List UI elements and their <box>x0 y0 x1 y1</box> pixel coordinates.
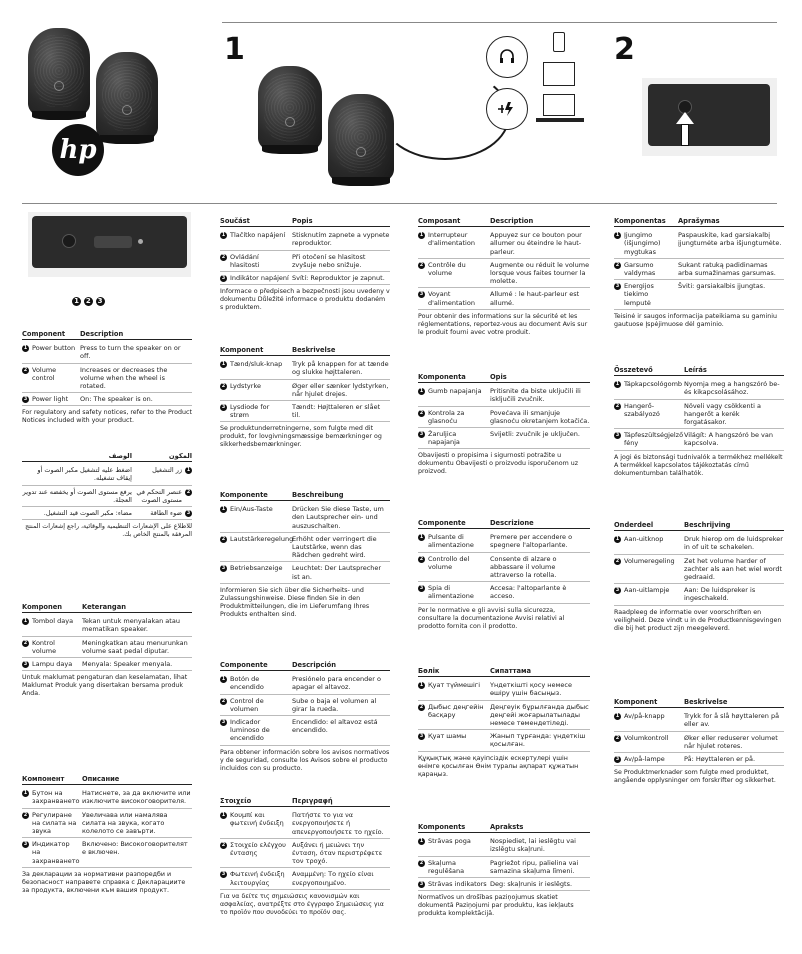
table-row: 3 Indikátor napájení Svítí: Reproduktor je zapnut. <box>220 272 390 285</box>
section-en <box>22 330 192 425</box>
table-row: 1 Tápkapcsológomb Nyomja meg a hangszóró be- és kikapcsolásához. <box>614 378 784 399</box>
header-component: Komponents <box>418 823 466 831</box>
table-row: 1 Қуат түймешігі Үндеткішті қосу немесе өшіру үшін басыңыз. <box>418 679 590 700</box>
step2-speaker-back-photo <box>642 78 777 156</box>
laptop-base-icon <box>536 118 584 122</box>
section-da <box>220 346 390 449</box>
mid-rule <box>22 203 777 204</box>
section-note: Per le normative e gli avvisi sulla sicurezza, consultare la documentazione Avvisi relativi al prodotto fornita con il prodotto. <box>418 606 565 630</box>
header-component: Бөлік <box>418 667 440 675</box>
table-row: 2 Hangerő-szabályozó Növeli vagy csökkenti a hangerőt a kerék forgatásakor. <box>614 400 784 430</box>
table-row: 3 Қуат шамы Жанып тұрғанда: үндеткіш қосылған. <box>418 730 590 751</box>
header-component: Composant <box>418 217 461 225</box>
table-row: 2 Garsumo valdymas Sukant ratuką padidinamas arba sumažinamas garsumas. <box>614 259 784 280</box>
table-row: 3 Φωτεινή ένδειξη λειτουργίας Αναμμένη: Το ηχείο είναι ενεργοποιημένο. <box>220 868 390 889</box>
section-nl <box>614 521 784 633</box>
section-note: Para obtener información sobre los avisos normativos y de seguridad, consulte los Avisos sobre el producto incluidos con su producto. <box>220 748 390 772</box>
table-row: 1 Tlačítko napájení Stisknutím zapnete a vypnete reproduktor. <box>220 229 390 250</box>
section-id <box>22 603 192 698</box>
hp-logo-text: hp <box>59 135 97 165</box>
callout-2: 2 <box>84 297 93 306</box>
section-kk <box>418 667 590 779</box>
header-component: Összetevő <box>614 366 653 374</box>
table-row: 2 Дыбыс деңгейін басқару Деңгеуік бұрылғанда дыбыс деңгейі жоғарылатылады немесе төмендетіледі. <box>418 701 590 731</box>
speaker-right-illustration <box>96 52 158 144</box>
table-row: 1 Gumb napajanja Pritisnite da biste uključili ili isključili zvučnik. <box>418 385 590 406</box>
section-note: За декларации за нормативни разпоредби и безопасност направете справка с Декларациите за продукта, включени към вашия продукт. <box>22 870 186 894</box>
top-rule <box>222 22 777 23</box>
header-description: Description <box>490 217 534 225</box>
table-row: 3 Voyant d'alimentation Allumé : le haut-parleur est allumé. <box>418 288 590 309</box>
press-arrow-shaft <box>681 124 689 146</box>
header-description: Descrizione <box>490 519 534 527</box>
header-description: Описание <box>82 775 120 783</box>
header-component: Součást <box>220 217 250 225</box>
table-row: 3 ضوء الطاقة مضاء: مكبر الصوت قيد التشغيل. <box>22 507 192 520</box>
press-arrow-icon <box>676 112 694 124</box>
section-note: Normatīvos un drošības paziņojumus skatiet dokumentā Paziņojumi par produktu, kas iekļauts produkta komplektācijā. <box>418 894 574 918</box>
header-description: Beskrivelse <box>684 698 728 706</box>
header-description: Opis <box>490 373 507 381</box>
section-note: Raadpleeg de informatie over voorschriften en veiligheid. Deze vindt u in de Productkennisgevingen die bij het product zijn meegeleverd. <box>614 608 782 632</box>
header-component: Component <box>22 330 66 338</box>
header-description: Περιγραφή <box>292 797 333 805</box>
table-row: 1 Tombol daya Tekan untuk menyalakan atau mematikan speaker. <box>22 615 192 636</box>
section-cs <box>220 217 390 312</box>
speaker-left-illustration <box>28 28 90 120</box>
header-component: Komponent <box>614 698 658 706</box>
section-note: Obavijesti o propisima i sigurnosti potražite u dokumentu Obavijesti o proizvodu isporučenom uz proizvod. <box>418 452 579 476</box>
desktop-icon <box>543 62 575 86</box>
phone-icon <box>553 32 565 52</box>
section-de <box>220 491 390 619</box>
section-fr <box>418 217 590 337</box>
header-description: الوصف <box>108 452 132 460</box>
section-note: A jogi és biztonsági tudnivalók a termékhez mellékelt A termékkel kapcsolatos tájékoztatás című dokumentumban találhatók. <box>614 453 783 477</box>
table-row: 1 Κουμπί και φωτεινή ένδειξη Πατήστε το για να ενεργοποιήσετε ή απενεργοποιήσετε το ηχείο. <box>220 809 390 839</box>
header-description: Popis <box>292 217 313 225</box>
header-component: Onderdeel <box>614 521 654 529</box>
table-row: 3 Tápfeszültségjelző fény Világít: A hangszóró be van kapcsolva. <box>614 429 784 450</box>
table-row: 3 Индикатор на захранването Включено: Високоговорителят е включен. <box>22 838 192 868</box>
header-description: Сипаттама <box>490 667 531 675</box>
section-note: Se Produktmerknader som fulgte med produktet, angående opplysninger om forskrifter og sikkerhet. <box>614 769 776 785</box>
header-description: Beskrivelse <box>292 346 336 354</box>
header-component: Komponente <box>220 491 268 499</box>
section-lv <box>418 823 590 918</box>
table-row: 2 Kontrola za glasnoću Povećava ili smanjuje glasnoću okretanjem kotačića. <box>418 407 590 428</box>
header-component: Компонент <box>22 775 65 783</box>
table-row: 1 Бутон на захранването Натиснете, за да включите или изключите високоговорителя. <box>22 787 192 808</box>
table-row: 1 Power button Press to turn the speaker on or off. <box>22 342 192 363</box>
section-note: Teisinė ir saugos informacija pateikiama su gaminiu gautuose Įspėjimuose dėl gaminio. <box>614 312 777 328</box>
table-row: 1 Interrupteur d'alimentation Appuyez sur ce bouton pour allumer ou éteindre le haut-parleur. <box>418 229 590 259</box>
table-row: 3 Spia di alimentazione Accesa: l'altoparlante è acceso. <box>418 582 590 603</box>
table-row: 3 Av/på-lampe På: Høyttaleren er på. <box>614 753 784 766</box>
section-bg <box>22 775 192 895</box>
callout-labels <box>72 297 105 306</box>
table-row: 1 زر التشغيل اضغط عليه لتشغيل مكبر الصوت أو إيقاف تشغيله. <box>22 464 192 485</box>
section-note: للاطلاع على الإشعارات التنظيمية والوقائية، راجع إشعارات المنتج المرفقة بالمنتج الخاص بك. <box>25 523 192 539</box>
step1-speaker-left <box>258 66 322 154</box>
header-component: Στοιχείο <box>220 797 252 805</box>
table-row: 1 Ein/Aus-Taste Drücken Sie diese Taste, um den Lautsprecher ein- und auszuschalten. <box>220 503 390 533</box>
section-note: Pour obtenir des informations sur la sécurité et les réglementations, reportez-vous au document Avis sur le produit fourni avec votre produit. <box>418 312 588 336</box>
section-ar <box>22 452 192 539</box>
section-note: For regulatory and safety notices, refer to the Product Notices included with your product. <box>22 409 192 425</box>
table-row: 1 Strāvas poga Nospiediet, lai ieslēgtu vai izslēgtu skaļruni. <box>418 835 590 856</box>
section-hr <box>418 373 590 476</box>
table-row: 2 Contrôle du volume Augmente ou réduit le volume lorsque vous faites tourner la molette. <box>418 259 590 289</box>
table-row: 3 Indicador luminoso de encendido Encendido: el altavoz está encendido. <box>220 716 390 746</box>
table-row: 2 Controllo del volume Consente di alzare o abbassare il volume attraverso la rotella. <box>418 553 590 583</box>
table-row: 3 Betriebsanzeige Leuchtet: Der Lautsprecher ist an. <box>220 562 390 583</box>
table-row: 2 عنصر التحكم في مستوى الصوت يرفع مستوى الصوت أو يخفضه عند تدوير العجلة. <box>22 486 192 507</box>
header-description: Descripción <box>292 661 337 669</box>
headphone-jack-icon <box>486 36 528 78</box>
section-note: Құқықтық және қауіпсіздік ескертулері үшін өнімге қосылған Өнім туралы ақпарат құжатын қараңыз. <box>418 754 579 778</box>
controls-photo <box>28 212 191 277</box>
header-description: Beschrijving <box>684 521 731 529</box>
table-row: 2 Lydstyrke Øger eller sænker lydstyrken, når hjulet drejes. <box>220 380 390 401</box>
header-description: Beschreibung <box>292 491 344 499</box>
section-it <box>418 519 590 631</box>
table-row: 3 Aan-uitlampje Aan: De luidspreker is ingeschakeld. <box>614 584 784 605</box>
section-note: Untuk maklumat pengaturan dan keselamatan, lihat Maklumat Produk yang disertakan bersama produk Anda. <box>22 674 188 698</box>
table-row: 2 Volumkontroll Øker eller reduserer volumet når hjulet roteres. <box>614 732 784 753</box>
usb-power-icon <box>486 88 528 130</box>
table-row: 3 Strāvas indikators Deg: skaļrunis ir ieslēgts. <box>418 878 590 891</box>
table-row: 2 Kontrol volume Meningkatkan atau menurunkan volume saat pedal diputar. <box>22 637 192 658</box>
section-es <box>220 661 390 773</box>
section-note: Se produktunderretningerne, som fulgte med dit produkt, for lovgivningsmæssige bemærkninger og sikkerhedsbemærkninger. <box>220 425 382 449</box>
section-note: Για να δείτε τις σημειώσεις κανονισμών και ασφαλείας, ανατρέξτε στο έγγραφο Σημειώσεις για το προϊόν που συνοδεύει το προϊόν σας. <box>220 892 384 916</box>
section-hu <box>614 366 784 478</box>
header-description: Keterangan <box>82 603 126 611</box>
header-description: Apraksts <box>490 823 524 831</box>
header-component: Componente <box>418 519 466 527</box>
table-row: 2 Lautstärkeregelung Erhöht oder verringert die Lautstärke, wenn das Rädchen gedreht wird. <box>220 533 390 563</box>
section-note: Informieren Sie sich über die Sicherheits- und Zulassungshinweise. Diese finden Sie in den Produktmitteilungen, die im Lieferumfang Ihres Produkts enthalten sind. <box>220 586 370 618</box>
table-row: 3 Energijos tiekimo lemputė Šviti: garsiakalbis įjungtas. <box>614 280 784 310</box>
header-component: المكون <box>168 452 192 460</box>
hp-logo <box>52 124 104 176</box>
table-row: 2 Ovládání hlasitosti Při otočení se hlasitost zvyšuje nebo snižuje. <box>220 251 390 272</box>
table-row: 2 Control de volumen Sube o baja el volumen al girar la rueda. <box>220 695 390 716</box>
table-row: 3 Lampu daya Menyala: Speaker menyala. <box>22 658 192 671</box>
step-2-number: 2 <box>614 32 635 67</box>
table-row: 1 Tænd/sluk-knap Tryk på knappen for at tænde og slukke højttaleren. <box>220 358 390 379</box>
table-row: 2 Volume control Increases or decreases the volume when the wheel is rotated. <box>22 364 192 394</box>
table-row: 3 Power light On: The speaker is on. <box>22 393 192 406</box>
header-description: Leírás <box>684 366 707 374</box>
step-1-number: 1 <box>224 32 245 67</box>
header-component: Componente <box>220 661 268 669</box>
header-description: Description <box>80 330 124 338</box>
callout-1: 1 <box>72 297 81 306</box>
table-row: 1 Įjungimo (išjungimo) mygtukas Paspauskite, kad garsiakalbį įjungtumėte arba išjungtumėte. <box>614 229 784 259</box>
table-row: 2 Skaļuma regulēšana Pagriežot ripu, palielina vai samazina skaļuma līmeni. <box>418 857 590 878</box>
section-note: Informace o předpisech a bezpečnosti jsou uvedeny v dokumentu Důležité informace o produktu dodaném s produktem. <box>220 288 390 312</box>
table-row: 1 Av/på-knapp Trykk for å slå høyttaleren på eller av. <box>614 710 784 731</box>
section-lt <box>614 217 784 329</box>
callout-3: 3 <box>96 297 105 306</box>
header-component: Komponenta <box>418 373 466 381</box>
table-row: 2 Στοιχείο ελέγχου έντασης Αυξάνει ή μειώνει την ένταση, όταν περιστρέφετε τον τροχό. <box>220 839 390 869</box>
table-row: 3 Lysdiode for strøm Tændt: Højttaleren er slået til. <box>220 401 390 422</box>
table-row: 1 Pulsante di alimentazione Premere per accendere o spegnere l'altoparlante. <box>418 531 590 552</box>
header-component: Komponentas <box>614 217 666 225</box>
section-no <box>614 698 784 785</box>
table-row: 1 Botón de encendido Presiónelo para encender o apagar el altavoz. <box>220 673 390 694</box>
table-row: 3 Žaruljica napajanja Svijetli: zvučnik je uključen. <box>418 428 590 449</box>
header-description: Aprašymas <box>678 217 720 225</box>
laptop-icon <box>543 94 575 116</box>
header-component: Komponen <box>22 603 63 611</box>
table-row: 2 Volumeregeling Zet het volume harder of zachter als aan het wiel wordt gedraaid. <box>614 555 784 585</box>
section-el <box>220 797 390 917</box>
header-component: Komponent <box>220 346 264 354</box>
table-row: 2 Регулиране на силата на звука Увеличава или намалява силата на звука, когато колелото се завърти. <box>22 809 192 839</box>
table-row: 1 Aan-uitknop Druk hierop om de luidspreker in of uit te schakelen. <box>614 533 784 554</box>
